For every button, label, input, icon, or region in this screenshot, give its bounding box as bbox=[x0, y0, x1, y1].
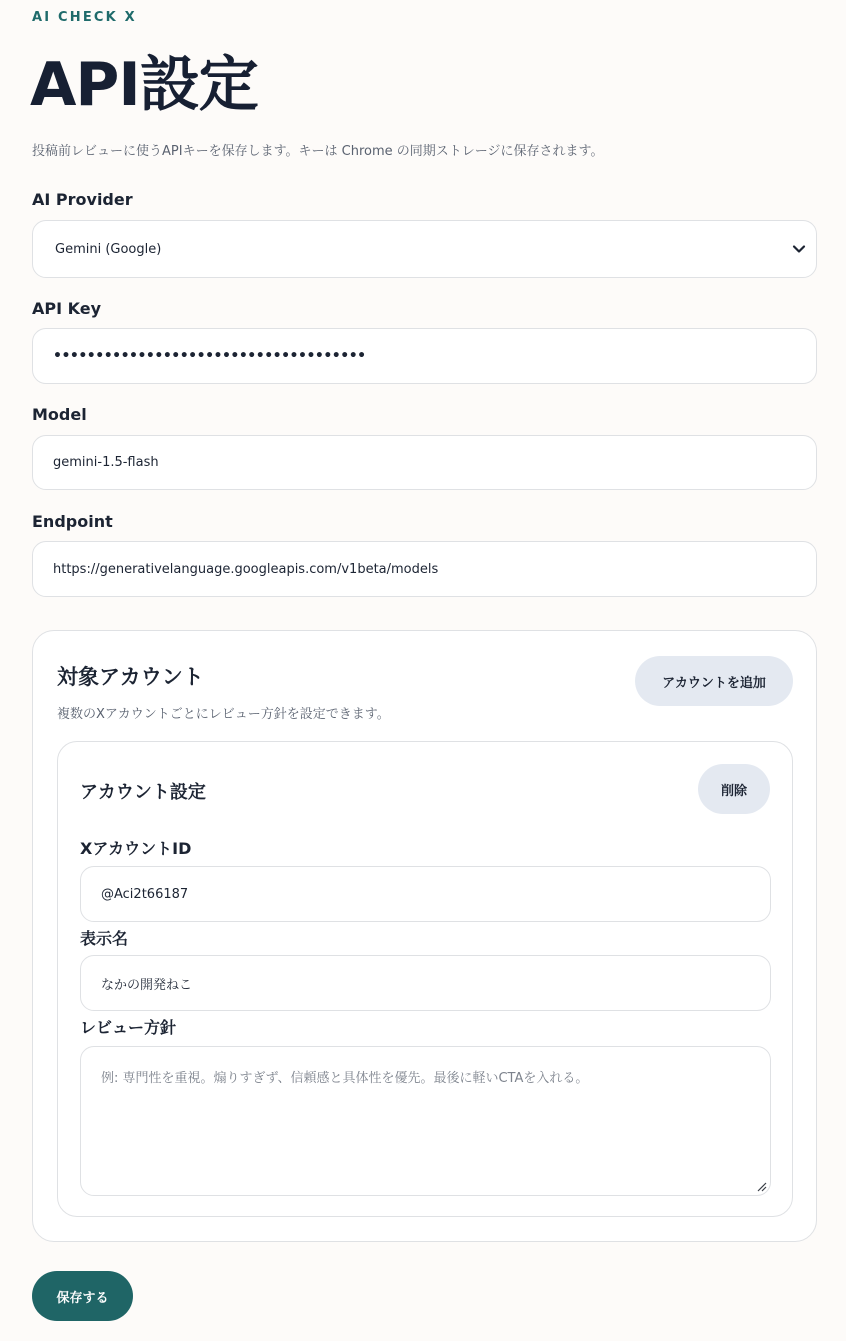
save-button[interactable]: 保存する bbox=[32, 1271, 133, 1321]
model-label: Model bbox=[32, 405, 87, 424]
page-title: API設定 bbox=[30, 50, 258, 120]
api-key-field[interactable] bbox=[32, 328, 817, 384]
display-name-field[interactable] bbox=[80, 955, 771, 1011]
review-policy-placeholder: 例: 専門性を重視。煽りすぎず、信頼感と具体性を優先。最後に軽いCTAを入れる。 bbox=[101, 1071, 589, 1086]
review-policy-textarea[interactable] bbox=[80, 1046, 771, 1196]
accounts-description: 複数のXアカウントごとにレビュー方針を設定できます。 bbox=[57, 707, 390, 722]
api-key-label: API Key bbox=[32, 299, 102, 318]
display-name-value: なかの開発ねこ bbox=[101, 977, 193, 993]
provider-select[interactable] bbox=[32, 220, 817, 278]
api-key-value: ••••••••••••••••••••••••••••••••••••• bbox=[53, 348, 366, 364]
account-id-label: XアカウントID bbox=[80, 839, 192, 858]
chevron-down-icon bbox=[792, 242, 806, 256]
provider-select-value: Gemini (Google) bbox=[55, 241, 162, 257]
account-id-value: @Aci2t66187 bbox=[101, 886, 189, 902]
endpoint-label: Endpoint bbox=[32, 512, 113, 531]
review-policy-label: レビュー方針 bbox=[80, 1018, 177, 1037]
display-name-label: 表示名 bbox=[80, 929, 129, 948]
account-item-title: アカウント設定 bbox=[80, 782, 206, 803]
provider-label: AI Provider bbox=[32, 190, 133, 209]
endpoint-field[interactable] bbox=[32, 541, 817, 597]
resize-grip-icon[interactable] bbox=[756, 1181, 767, 1192]
page-subtitle: 投稿前レビューに使うAPIキーを保存します。キーは Chrome の同期ストレージに保存されます。 bbox=[32, 144, 604, 159]
model-value: gemini-1.5-flash bbox=[53, 455, 159, 470]
accounts-title: 対象アカウント bbox=[57, 665, 204, 689]
accounts-card bbox=[32, 630, 817, 1242]
model-field[interactable] bbox=[32, 435, 817, 490]
endpoint-value: https://generativelanguage.googleapis.com/v1beta/models bbox=[53, 561, 439, 577]
brand-label: AI CHECK X bbox=[32, 10, 137, 25]
add-account-button[interactable]: アカウントを追加 bbox=[635, 656, 793, 706]
account-item-card bbox=[57, 741, 793, 1217]
account-id-field[interactable] bbox=[80, 866, 771, 922]
delete-account-button[interactable]: 削除 bbox=[698, 764, 770, 814]
